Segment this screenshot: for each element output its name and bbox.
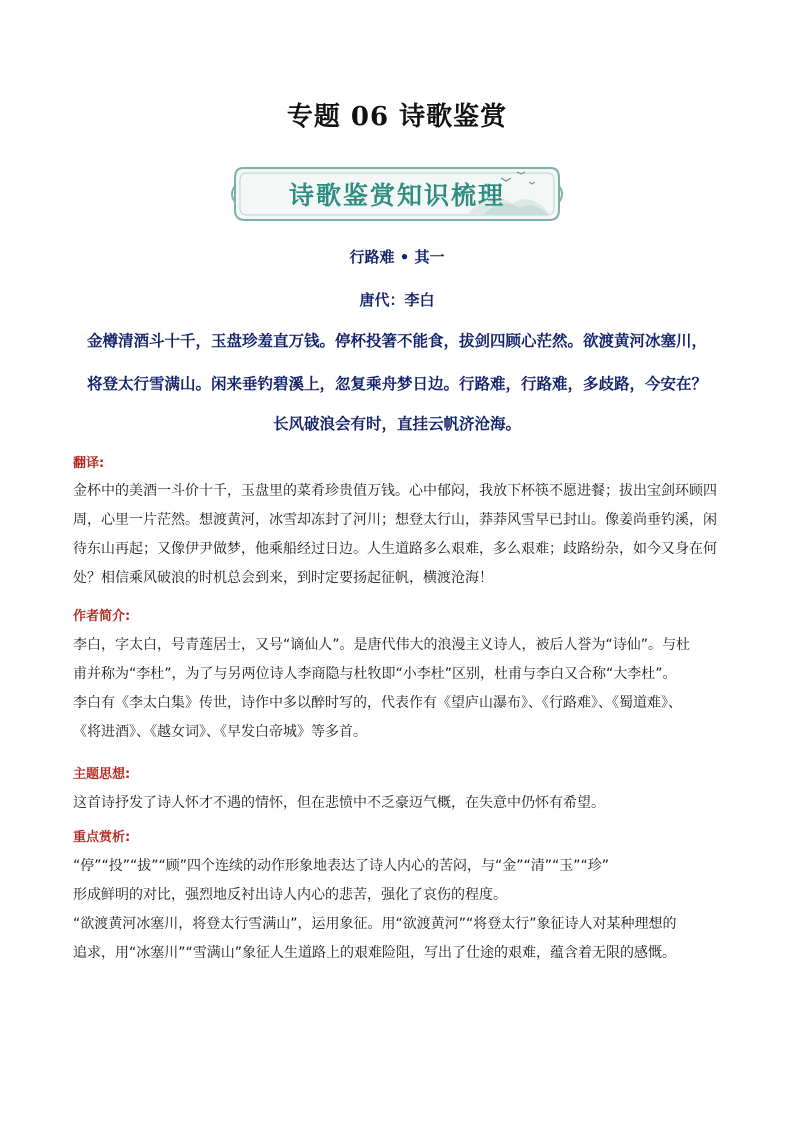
text-line: 处？相信乘风破浪的时机总会到来，到时定要扬起征帆，横渡沧海！: [73, 570, 493, 586]
text-line: 追求，用“冰塞川”“雪满山”象征人生道路上的艰难险阻，写出了仕途的艰难，蕴含着无限的感慨。: [73, 945, 677, 961]
text-line: 这首诗抒发了诗人怀才不遇的情怀，但在悲愤中不乏豪迈气概，在失意中仍怀有希望。: [73, 795, 605, 811]
section-banner: [229, 160, 565, 226]
text-line: “欲渡黄河冰塞川，将登太行雪满山”，运用象征。用“欲渡黄河”“将登太行”象征诗人对某种理想的: [73, 916, 677, 932]
poem-line: 金樽清酒斗十千，玉盘珍羞直万钱。停杯投箸不能食，拔剑四顾心茫然。欲渡黄河冰塞川，: [86, 331, 707, 350]
poem-author: 唐代：李白: [359, 291, 435, 309]
text-line: 李白有《李太白集》传世，诗作中多以醉时写的，代表作有《望庐山瀑布》、《行路难》、《蜀道难》、: [73, 695, 682, 711]
text-line: 《将进酒》、《越女词》、《早发白帝城》等多首。: [73, 724, 367, 740]
theme-label: 主题思想:: [73, 767, 131, 782]
text-line: 金杯中的美酒一斗价十千，玉盘里的菜肴珍贵值万钱。心中郁闷，我放下杯筷不愿进餐；拔出宝剑环顾四: [73, 483, 717, 499]
text-line: 周，心里一片茫然。想渡黄河，冰雪却冻封了河川；想登太行山，莽莽风雪早已封山。像姜尚垂钓溪，闲: [73, 512, 717, 528]
analysis-text: [73, 852, 723, 968]
poem-line: 将登太行雪满山。闲来垂钓碧溪上，忽复乘舟梦日边。行路难，行路难，多歧路，今安在？: [86, 374, 707, 393]
text-line: 甫并称为“李杜”，为了与另两位诗人李商隐与杜牧即“小李杜”区别，杜甫与李白又合称“大李杜”。: [73, 666, 677, 682]
author-intro-text: [73, 631, 723, 747]
translation-label: 翻译:: [73, 456, 105, 471]
text-line: 待东山再起；又像伊尹做梦，他乘船经过日边。人生道路多么艰难，多么艰难；歧路纷杂，如今又身在何: [73, 541, 717, 557]
banner-title: 诗歌鉴赏知识梳理: [288, 181, 505, 210]
text-line: “停”“投”“拔”“顾”四个连续的动作形象地表达了诗人内心的苦闷，与“金”“清”“玉”“珍”: [73, 858, 610, 874]
text-line: 形成鲜明的对比，强烈地反衬出诗人内心的悲苦，强化了哀伤的程度。: [73, 887, 507, 903]
translation-text: [73, 477, 723, 593]
poem-line: 长风破浪会有时，直挂云帆济沧海。: [272, 414, 521, 433]
poem-title: 行路难 • 其一: [349, 248, 445, 266]
analysis-label: 重点赏析:: [73, 830, 131, 845]
author-intro-label: 作者简介:: [73, 609, 131, 624]
text-line: 李白，字太白，号青莲居士，又号“谪仙人”。是唐代伟大的浪漫主义诗人，被后人誉为“诗仙”。与杜: [73, 637, 691, 653]
page-title: 专题 06 诗歌鉴赏: [286, 102, 508, 132]
theme-text: [73, 789, 723, 818]
